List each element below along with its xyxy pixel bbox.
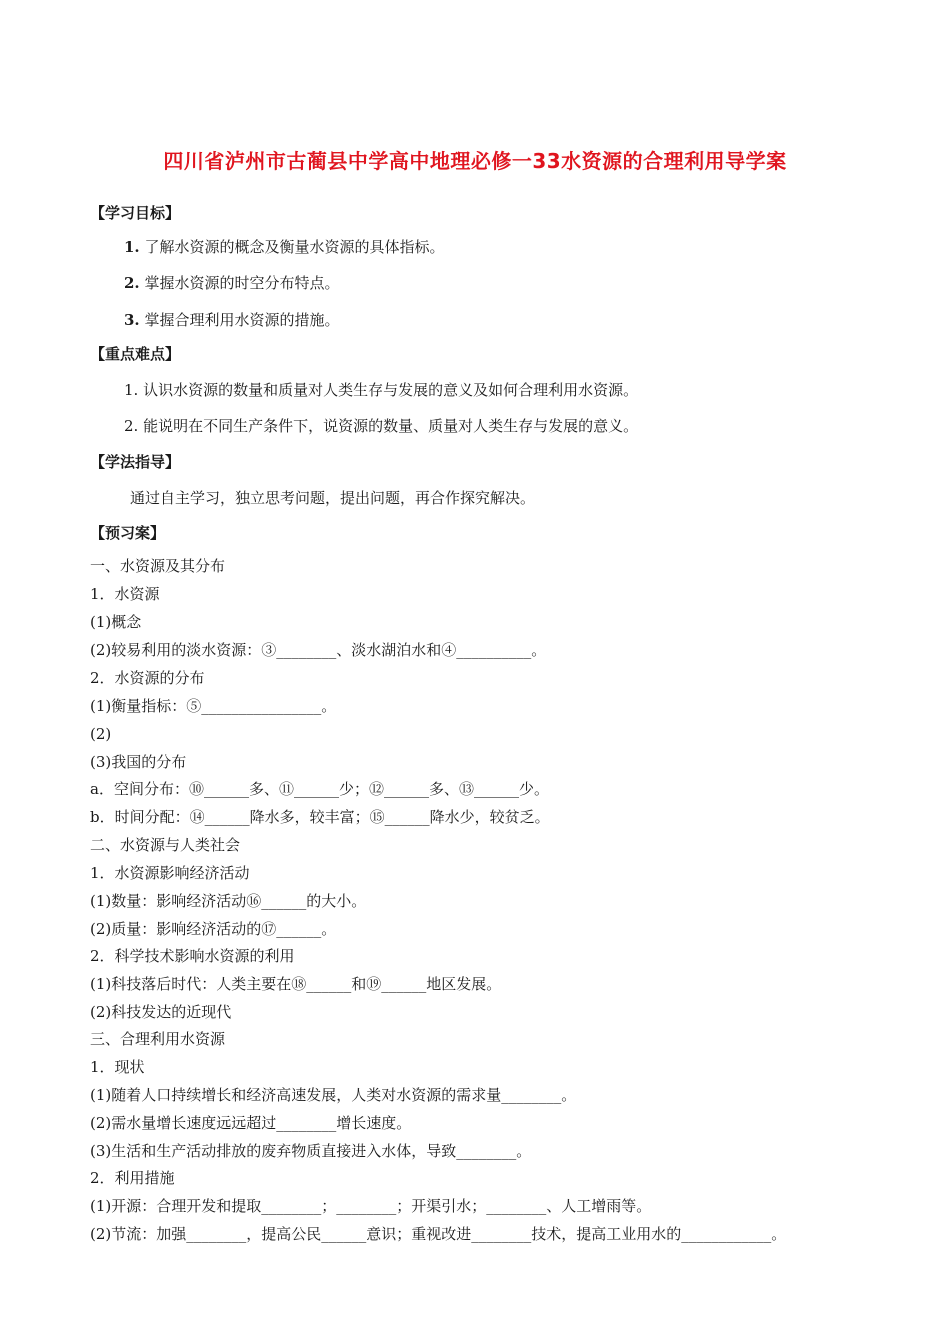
preview-line: (2)需水量增长速度远远超过________增长速度。 bbox=[90, 1114, 412, 1132]
page-title: 四川省泸州市古蔺县中学高中地理必修一33水资源的合理利用导学案 bbox=[163, 149, 787, 173]
preview-line: (2)较易利用的淡水资源：③________、淡水湖泊水和④__________。 bbox=[90, 641, 547, 659]
preview-line: 1．水资源影响经济活动 bbox=[90, 864, 250, 882]
preview-line: 2．利用措施 bbox=[90, 1169, 175, 1187]
preview-line: 三、合理利用水资源 bbox=[90, 1030, 226, 1048]
preview-line: 1．现状 bbox=[90, 1058, 145, 1076]
preview-line: (1)衡量指标：⑤________________。 bbox=[90, 697, 337, 715]
preview-line: 一、水资源及其分布 bbox=[90, 557, 226, 575]
key-point-item: 1. 认识水资源的数量和质量对人类生存与发展的意义及如何合理利用水资源。 bbox=[124, 381, 639, 399]
section-heading-goals: 【学习目标】 bbox=[90, 204, 181, 222]
preview-line: (1)概念 bbox=[90, 613, 142, 631]
key-point-item: 2. 能说明在不同生产条件下，说资源的数量、质量对人类生存与发展的意义。 bbox=[124, 417, 639, 435]
preview-line: 2．水资源的分布 bbox=[90, 669, 205, 687]
preview-line: 2．科学技术影响水资源的利用 bbox=[90, 947, 295, 965]
preview-line: (2)节流：加强________，提高公民______意识；重视改进________技术，提高工业用水的____________。 bbox=[90, 1225, 787, 1243]
preview-line: (1)科技落后时代：人类主要在⑱______和⑲______地区发展。 bbox=[90, 975, 502, 993]
preview-line: (2) bbox=[90, 725, 112, 743]
preview-line: 1．水资源 bbox=[90, 585, 160, 603]
preview-line: (3)生活和生产活动排放的废弃物质直接进入水体，导致________。 bbox=[90, 1142, 532, 1160]
preview-line: (3)我国的分布 bbox=[90, 753, 187, 771]
preview-line: (2)质量：影响经济活动的⑰______。 bbox=[90, 920, 337, 938]
preview-line: (1)数量：影响经济活动⑯______的大小。 bbox=[90, 892, 367, 910]
goal-item: 3. 掌握合理利用水资源的措施。 bbox=[124, 311, 340, 329]
preview-line: (1)随着人口持续增长和经济高速发展，人类对水资源的需求量________。 bbox=[90, 1086, 577, 1104]
section-heading-method: 【学法指导】 bbox=[90, 453, 181, 471]
preview-line: 二、水资源与人类社会 bbox=[90, 836, 241, 854]
method-text: 通过自主学习，独立思考问题，提出问题，再合作探究解决。 bbox=[130, 489, 536, 507]
preview-line: a．空间分布：⑩______多、⑪______少；⑫______多、⑬______少。 bbox=[90, 780, 549, 798]
section-heading-preview: 【预习案】 bbox=[90, 524, 166, 542]
preview-line: (2)科技发达的近现代 bbox=[90, 1003, 232, 1021]
goal-item: 1. 了解水资源的概念及衡量水资源的具体指标。 bbox=[124, 238, 445, 256]
goal-item: 2. 掌握水资源的时空分布特点。 bbox=[124, 274, 340, 292]
preview-line: b．时间分配：⑭______降水多，较丰富；⑮______降水少，较贫乏。 bbox=[90, 808, 550, 826]
section-heading-key-points: 【重点难点】 bbox=[90, 345, 181, 363]
preview-line: (1)开源：合理开发和提取________；________；开渠引水；________、人工增雨等。 bbox=[90, 1197, 652, 1215]
